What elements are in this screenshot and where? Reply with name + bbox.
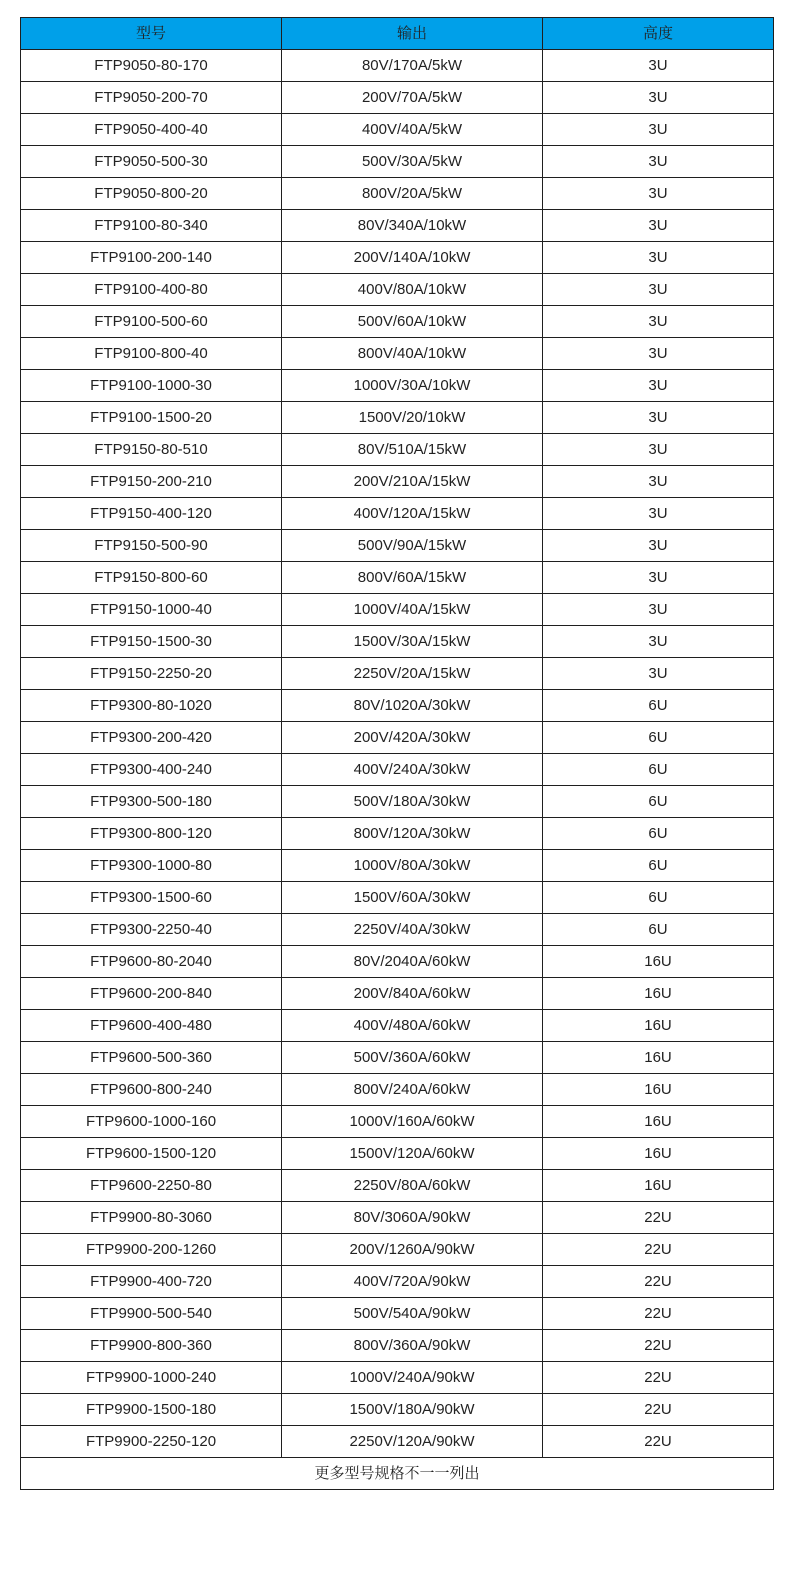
cell-output: 200V/140A/10kW	[282, 242, 543, 274]
cell-model: FTP9600-800-240	[21, 1074, 282, 1106]
table-row	[21, 210, 774, 242]
table-row	[21, 1234, 774, 1266]
table-row	[21, 1426, 774, 1458]
cell-output: 800V/360A/90kW	[282, 1330, 543, 1362]
cell-output: 800V/60A/15kW	[282, 562, 543, 594]
cell-model: FTP9150-500-90	[21, 530, 282, 562]
cell-output: 1500V/180A/90kW	[282, 1394, 543, 1426]
table-row	[21, 434, 774, 466]
cell-model: FTP9100-200-140	[21, 242, 282, 274]
cell-height: 16U	[543, 1010, 774, 1042]
cell-model: FTP9600-2250-80	[21, 1170, 282, 1202]
cell-output: 400V/40A/5kW	[282, 114, 543, 146]
table-row	[21, 82, 774, 114]
cell-model: FTP9100-1500-20	[21, 402, 282, 434]
cell-output: 800V/240A/60kW	[282, 1074, 543, 1106]
cell-output: 80V/340A/10kW	[282, 210, 543, 242]
cell-output: 80V/2040A/60kW	[282, 946, 543, 978]
table-row	[21, 1266, 774, 1298]
cell-output: 2250V/80A/60kW	[282, 1170, 543, 1202]
cell-model: FTP9300-800-120	[21, 818, 282, 850]
cell-height: 22U	[543, 1298, 774, 1330]
header-height: 高度	[543, 18, 774, 50]
table-row	[21, 626, 774, 658]
table-row	[21, 594, 774, 626]
table-row	[21, 722, 774, 754]
cell-output: 800V/120A/30kW	[282, 818, 543, 850]
cell-model: FTP9900-400-720	[21, 1266, 282, 1298]
spec-table	[20, 17, 774, 1490]
cell-model: FTP9150-80-510	[21, 434, 282, 466]
cell-model: FTP9300-1000-80	[21, 850, 282, 882]
table-row	[21, 690, 774, 722]
table-row	[21, 1298, 774, 1330]
cell-model: FTP9600-200-840	[21, 978, 282, 1010]
table-row	[21, 1042, 774, 1074]
table-row	[21, 530, 774, 562]
cell-model: FTP9900-80-3060	[21, 1202, 282, 1234]
cell-height: 6U	[543, 882, 774, 914]
cell-height: 22U	[543, 1266, 774, 1298]
cell-height: 22U	[543, 1362, 774, 1394]
cell-model: FTP9300-2250-40	[21, 914, 282, 946]
cell-output: 500V/60A/10kW	[282, 306, 543, 338]
cell-model: FTP9900-500-540	[21, 1298, 282, 1330]
cell-height: 3U	[543, 210, 774, 242]
cell-height: 6U	[543, 818, 774, 850]
cell-height: 3U	[543, 498, 774, 530]
cell-height: 3U	[543, 434, 774, 466]
header-row	[21, 18, 774, 50]
cell-height: 6U	[543, 754, 774, 786]
cell-height: 3U	[543, 306, 774, 338]
cell-output: 1000V/40A/15kW	[282, 594, 543, 626]
table-row	[21, 370, 774, 402]
cell-model: FTP9300-400-240	[21, 754, 282, 786]
cell-height: 3U	[543, 146, 774, 178]
cell-model: FTP9600-400-480	[21, 1010, 282, 1042]
cell-output: 800V/40A/10kW	[282, 338, 543, 370]
table-row	[21, 914, 774, 946]
cell-output: 80V/1020A/30kW	[282, 690, 543, 722]
cell-output: 1500V/60A/30kW	[282, 882, 543, 914]
cell-model: FTP9100-1000-30	[21, 370, 282, 402]
footer-row	[21, 1458, 774, 1490]
cell-model: FTP9900-800-360	[21, 1330, 282, 1362]
table-row	[21, 1170, 774, 1202]
cell-output: 400V/120A/15kW	[282, 498, 543, 530]
cell-output: 2250V/20A/15kW	[282, 658, 543, 690]
cell-height: 3U	[543, 594, 774, 626]
table-row	[21, 850, 774, 882]
cell-model: FTP9600-80-2040	[21, 946, 282, 978]
footer-note: 更多型号规格不一一列出	[21, 1458, 774, 1490]
cell-height: 16U	[543, 1138, 774, 1170]
cell-model: FTP9100-800-40	[21, 338, 282, 370]
cell-output: 500V/90A/15kW	[282, 530, 543, 562]
table-row	[21, 114, 774, 146]
cell-model: FTP9150-400-120	[21, 498, 282, 530]
cell-height: 16U	[543, 946, 774, 978]
table-row	[21, 402, 774, 434]
cell-output: 1500V/20/10kW	[282, 402, 543, 434]
cell-height: 3U	[543, 466, 774, 498]
cell-output: 2250V/40A/30kW	[282, 914, 543, 946]
table-body	[21, 50, 774, 1458]
cell-height: 3U	[543, 626, 774, 658]
header-output: 输出	[282, 18, 543, 50]
table-row	[21, 466, 774, 498]
cell-height: 16U	[543, 1074, 774, 1106]
table-row	[21, 146, 774, 178]
cell-height: 3U	[543, 370, 774, 402]
cell-model: FTP9150-1500-30	[21, 626, 282, 658]
cell-output: 500V/30A/5kW	[282, 146, 543, 178]
cell-height: 16U	[543, 978, 774, 1010]
table-row	[21, 1362, 774, 1394]
cell-model: FTP9900-200-1260	[21, 1234, 282, 1266]
cell-height: 3U	[543, 338, 774, 370]
table-row	[21, 562, 774, 594]
cell-output: 1000V/30A/10kW	[282, 370, 543, 402]
cell-output: 2250V/120A/90kW	[282, 1426, 543, 1458]
table-row	[21, 978, 774, 1010]
table-row	[21, 1106, 774, 1138]
cell-model: FTP9150-2250-20	[21, 658, 282, 690]
cell-model: FTP9150-800-60	[21, 562, 282, 594]
cell-height: 3U	[543, 658, 774, 690]
table-row	[21, 1330, 774, 1362]
cell-output: 1000V/160A/60kW	[282, 1106, 543, 1138]
cell-model: FTP9900-1000-240	[21, 1362, 282, 1394]
cell-height: 3U	[543, 274, 774, 306]
cell-output: 80V/170A/5kW	[282, 50, 543, 82]
cell-model: FTP9600-1500-120	[21, 1138, 282, 1170]
cell-height: 22U	[543, 1202, 774, 1234]
cell-output: 1500V/120A/60kW	[282, 1138, 543, 1170]
cell-output: 200V/70A/5kW	[282, 82, 543, 114]
table-footer	[21, 1458, 774, 1490]
cell-height: 6U	[543, 850, 774, 882]
table-row	[21, 786, 774, 818]
cell-output: 80V/3060A/90kW	[282, 1202, 543, 1234]
table-header	[21, 18, 774, 50]
cell-model: FTP9050-200-70	[21, 82, 282, 114]
cell-model: FTP9050-400-40	[21, 114, 282, 146]
header-model: 型号	[21, 18, 282, 50]
cell-model: FTP9900-2250-120	[21, 1426, 282, 1458]
table-row	[21, 658, 774, 690]
cell-output: 500V/180A/30kW	[282, 786, 543, 818]
cell-height: 6U	[543, 786, 774, 818]
cell-model: FTP9150-200-210	[21, 466, 282, 498]
cell-output: 1000V/240A/90kW	[282, 1362, 543, 1394]
cell-height: 3U	[543, 242, 774, 274]
cell-model: FTP9300-500-180	[21, 786, 282, 818]
cell-height: 22U	[543, 1394, 774, 1426]
cell-output: 400V/240A/30kW	[282, 754, 543, 786]
cell-model: FTP9150-1000-40	[21, 594, 282, 626]
cell-output: 1000V/80A/30kW	[282, 850, 543, 882]
cell-output: 1500V/30A/15kW	[282, 626, 543, 658]
table-row	[21, 498, 774, 530]
table-row	[21, 338, 774, 370]
cell-output: 400V/720A/90kW	[282, 1266, 543, 1298]
cell-output: 200V/1260A/90kW	[282, 1234, 543, 1266]
cell-output: 200V/420A/30kW	[282, 722, 543, 754]
table-row	[21, 946, 774, 978]
cell-height: 3U	[543, 562, 774, 594]
cell-height: 22U	[543, 1426, 774, 1458]
cell-model: FTP9100-400-80	[21, 274, 282, 306]
cell-model: FTP9300-80-1020	[21, 690, 282, 722]
cell-output: 200V/210A/15kW	[282, 466, 543, 498]
cell-height: 22U	[543, 1234, 774, 1266]
table-row	[21, 178, 774, 210]
cell-height: 3U	[543, 530, 774, 562]
cell-height: 3U	[543, 402, 774, 434]
table-row	[21, 274, 774, 306]
cell-model: FTP9100-500-60	[21, 306, 282, 338]
cell-height: 3U	[543, 178, 774, 210]
cell-height: 3U	[543, 50, 774, 82]
table-row	[21, 882, 774, 914]
cell-model: FTP9600-1000-160	[21, 1106, 282, 1138]
table-row	[21, 242, 774, 274]
cell-model: FTP9100-80-340	[21, 210, 282, 242]
table-row	[21, 306, 774, 338]
cell-model: FTP9600-500-360	[21, 1042, 282, 1074]
cell-output: 500V/540A/90kW	[282, 1298, 543, 1330]
cell-height: 16U	[543, 1106, 774, 1138]
cell-output: 400V/80A/10kW	[282, 274, 543, 306]
cell-output: 400V/480A/60kW	[282, 1010, 543, 1042]
cell-height: 16U	[543, 1042, 774, 1074]
table-row	[21, 1074, 774, 1106]
table-row	[21, 818, 774, 850]
cell-model: FTP9300-200-420	[21, 722, 282, 754]
table-row	[21, 1394, 774, 1426]
cell-height: 6U	[543, 690, 774, 722]
cell-output: 800V/20A/5kW	[282, 178, 543, 210]
cell-height: 3U	[543, 114, 774, 146]
table-row	[21, 1138, 774, 1170]
cell-model: FTP9050-80-170	[21, 50, 282, 82]
cell-model: FTP9050-800-20	[21, 178, 282, 210]
cell-height: 16U	[543, 1170, 774, 1202]
table-row	[21, 50, 774, 82]
table-row	[21, 754, 774, 786]
cell-height: 3U	[543, 82, 774, 114]
cell-output: 500V/360A/60kW	[282, 1042, 543, 1074]
cell-model: FTP9900-1500-180	[21, 1394, 282, 1426]
cell-output: 200V/840A/60kW	[282, 978, 543, 1010]
table-row	[21, 1010, 774, 1042]
cell-model: FTP9300-1500-60	[21, 882, 282, 914]
table-row	[21, 1202, 774, 1234]
cell-height: 6U	[543, 914, 774, 946]
cell-height: 6U	[543, 722, 774, 754]
cell-height: 22U	[543, 1330, 774, 1362]
cell-output: 80V/510A/15kW	[282, 434, 543, 466]
cell-model: FTP9050-500-30	[21, 146, 282, 178]
